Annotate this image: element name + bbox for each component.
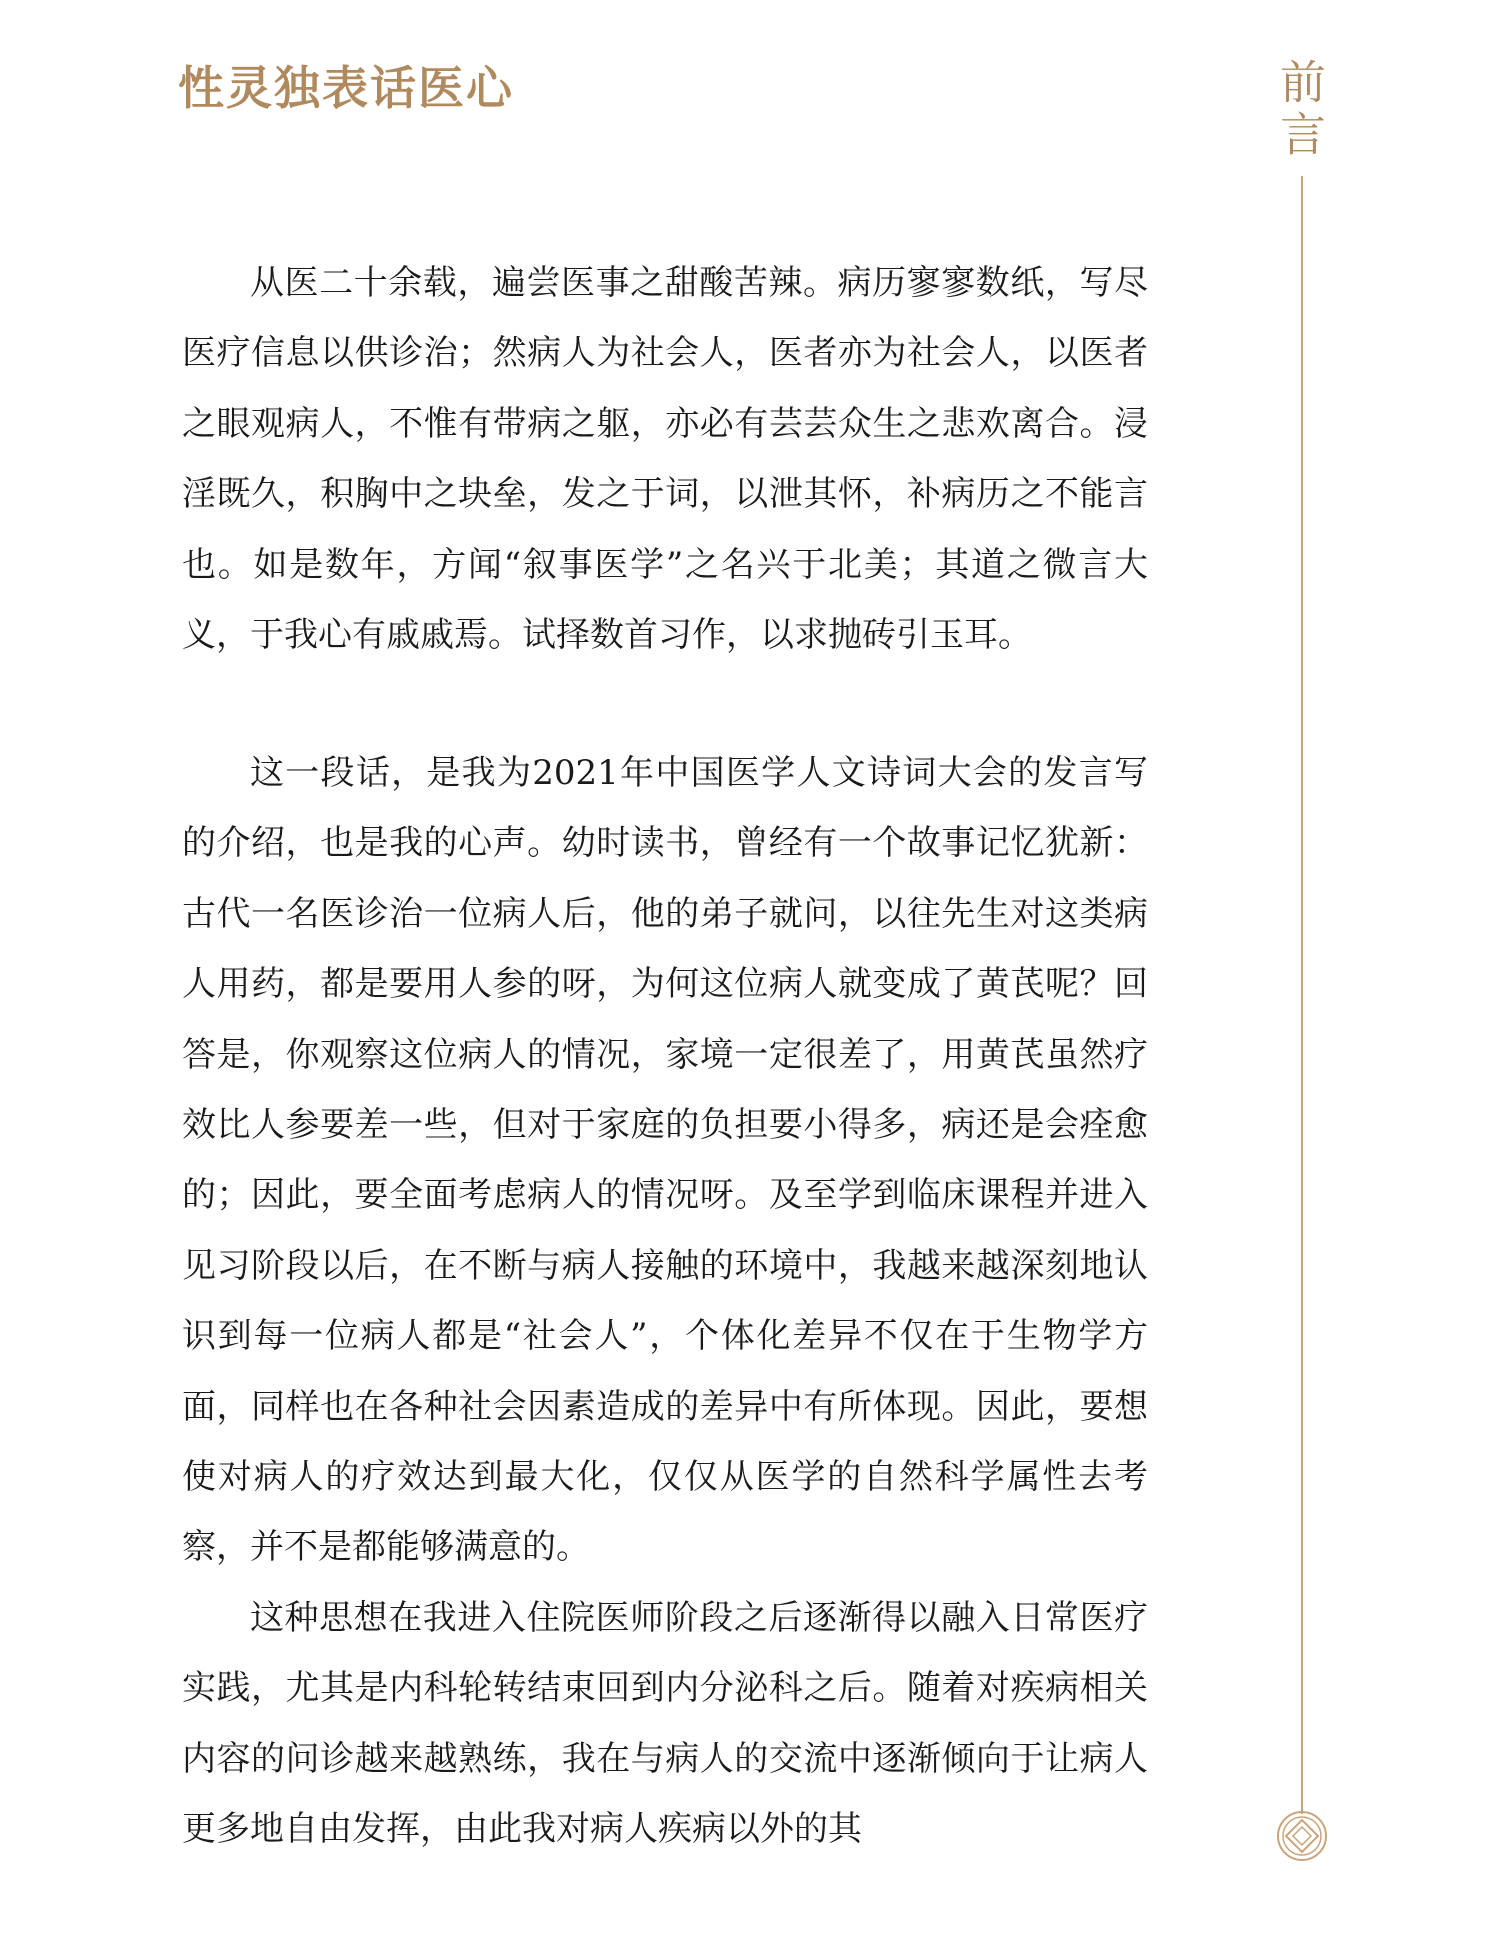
book-title: 性灵独表话医心 xyxy=(178,61,514,115)
preface-body xyxy=(182,738,1148,1865)
diamond-in-circle-icon xyxy=(1276,1808,1328,1864)
side-divider-line xyxy=(1301,176,1303,1814)
intro-paragraph: 从医二十余载，遍尝医事之甜酸苦辣。病历寥寥数纸，写尽医疗信息以供诊治；然病人为社会人，医者亦为社会人，以医者之眼观病人，不惟有带病之躯，亦必有芸芸众生之悲欢离合。浸淫既久，积胸中之块垒，发之于词，以泄其怀，补病历之不能言也。如是数年，方闻“叙事医学”之名兴于北美；其道之微言大义，于我心有戚戚焉。试择数首习作，以求抛砖引玉耳。 xyxy=(182,263,1148,656)
body-paragraph-1: 这一段话，是我为2021年中国医学人文诗词大会的发言写的介绍，也是我的心声。幼时读书，曾经有一个故事记忆犹新：古代一名医诊治一位病人后，他的弟子就问，以往先生对这类病人用药，都是要用人参的呀，为何这位病人就变成了黄芪呢？回答是，你观察这位病人的情况，家境一定很差了，用黄芪虽然疗效比人参要差一些，但对于家庭的负担要小得多，病还是会痊愈的；因此，要全面考虑病人的情况呀。及至学到临床课程并进入见习阶段以后，在不断与病人接触的环境中，我越来越深刻地认识到每一位病人都是“社会人”，个体化差异不仅在于生物学方面，同样也在各种社会因素造成的差异中有所体现。因此，要想使对病人的疗效达到最大化，仅仅从医学的自然科学属性去考察，并不是都能够满意的。 xyxy=(182,753,1148,1568)
intro-passage xyxy=(182,248,1148,670)
body-paragraph-2: 这种思想在我进入住院医师阶段之后逐渐得以融入日常医疗实践，尤其是内科轮转结束回到内分泌科之后。随着对疾病相关内容的问诊越来越熟练，我在与病人的交流中逐渐倾向于让病人更多地自由发挥，由此我对病人疾病以外的其 xyxy=(182,1597,1148,1850)
section-label: 前言 xyxy=(1273,58,1327,162)
